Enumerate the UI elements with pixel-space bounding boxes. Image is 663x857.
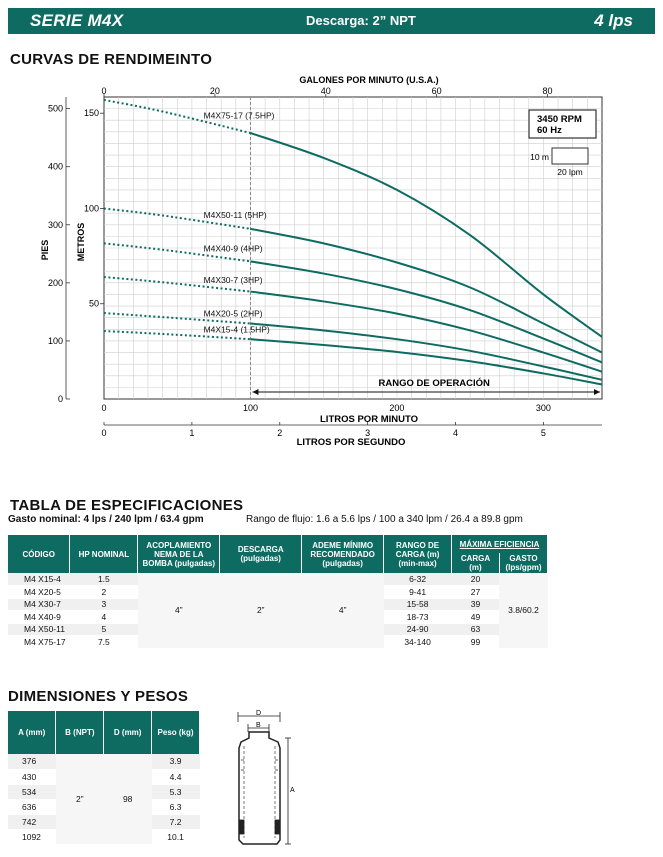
col-casing: ADEME MÍNIMO RECOMENDADO (pulgadas): [302, 535, 384, 573]
cell-coupling: 4”: [138, 573, 220, 648]
lpm-tick-label: 200: [389, 403, 405, 413]
col-a: A (mm): [8, 711, 56, 754]
meter-tick-label: 150: [83, 108, 99, 119]
top-axis-label: GALONES POR MINUTO (U.S.A.): [299, 75, 439, 85]
nominal-flow: Gasto nominal: 4 lps / 240 lpm / 63.4 gpm: [8, 514, 204, 525]
gpm-tick-label: 80: [542, 86, 553, 96]
lps-tick-label: 0: [101, 428, 107, 438]
lpm-tick-label: 300: [535, 403, 551, 413]
cell-load: 39: [452, 598, 500, 611]
gpm-tick-label: 0: [101, 86, 107, 96]
dim-b-label: B: [256, 722, 261, 729]
feet-tick-label: 500: [47, 103, 63, 114]
series-title: SERIE M4X: [30, 11, 124, 30]
feet-tick-label: 200: [47, 277, 63, 288]
lps-tick-label: 5: [540, 428, 546, 438]
cell-range: 9-41: [384, 586, 452, 599]
flow-label: 4 lps: [594, 11, 633, 30]
flow-range: Rango de flujo: 1.6 a 5.6 lps / 100 a 340 lpm / 26.4 a 89.8 gpm: [246, 514, 523, 525]
col-flow: GASTO (lps/gpm): [499, 553, 547, 573]
col-hp: HP NOMINAL: [70, 535, 138, 573]
cell-casing: 4”: [302, 573, 384, 648]
cell-a: 636: [8, 799, 56, 814]
discharge-label: Descarga: 2” NPT: [306, 13, 416, 28]
cell-d: 98: [104, 754, 152, 844]
feet-tick-label: 100: [47, 335, 63, 346]
col-discharge: DESCARGA (pulgadas): [220, 535, 302, 573]
cell-weight: 3.9: [152, 754, 200, 769]
grid-scale-vertical: 10 m: [530, 152, 549, 162]
cell-hp: 3: [70, 598, 138, 611]
cell-load: 63: [452, 623, 500, 636]
cell-weight: 7.2: [152, 814, 200, 829]
cell-a: 1092: [8, 829, 56, 844]
cell-code: M4 X20-5: [8, 586, 70, 599]
series-label: M4X20-5 (2HP): [203, 308, 263, 319]
lps-tick-label: 4: [453, 428, 459, 438]
cell-code: M4 X30-7: [8, 598, 70, 611]
cell-range: 18-73: [384, 611, 452, 624]
cell-range: 6-32: [384, 573, 452, 586]
cell-range: 24-90: [384, 623, 452, 636]
cell-load: 49: [452, 611, 500, 624]
cell-range: 34-140: [384, 636, 452, 649]
gpm-tick-label: 40: [320, 86, 331, 96]
dimensions-title: DIMENSIONES Y PESOS: [8, 688, 189, 705]
cell-hp: 7.5: [70, 636, 138, 649]
cell-code: M4 X40-9: [8, 611, 70, 624]
cell-weight: 5.3: [152, 784, 200, 799]
cell-b: 2”: [56, 754, 104, 844]
cell-code: M4 X50-11: [8, 623, 70, 636]
cell-code: M4 X75-17: [8, 636, 70, 649]
feet-tick-label: 400: [47, 161, 63, 172]
series-label: M4X75-17 (7.5HP): [203, 110, 275, 121]
series-label: M4X15-4 (1.5HP): [203, 324, 270, 335]
series-label: M4X50-11 (5HP): [203, 210, 267, 221]
col-max-eff: MÁXIMA EFICIENCIA: [452, 535, 548, 553]
dim-a-label: A: [290, 787, 295, 794]
cell-weight: 4.4: [152, 769, 200, 784]
curves-title: CURVAS DE RENDIMEINTO: [10, 51, 213, 68]
y2-axis-label: METROS: [76, 222, 86, 262]
rpm-label: 3450 RPM: [537, 114, 582, 125]
performance-chart: [0, 70, 663, 455]
cell-range: 15-58: [384, 598, 452, 611]
cell-a: 430: [8, 769, 56, 784]
cell-flow: 3.8/60.2: [499, 573, 547, 648]
spec-table: [8, 535, 548, 649]
cell-a: 742: [8, 814, 56, 829]
dimensions-table: [8, 711, 200, 845]
lpm-tick-label: 100: [242, 403, 258, 413]
cell-load: 27: [452, 586, 500, 599]
cell-a: 534: [8, 784, 56, 799]
col-coupling: ACOPLAMIENTO NEMA DE LA BOMBA (pulgadas): [138, 535, 220, 573]
gpm-tick-label: 20: [209, 86, 220, 96]
hz-label: 60 Hz: [537, 125, 562, 136]
operating-range-label: RANGO DE OPERACIÓN: [378, 378, 490, 389]
col-head-range: RANGO DE CARGA (m) (min-max): [384, 535, 452, 573]
y-axis-label: PIES: [40, 239, 50, 261]
cell-weight: 6.3: [152, 799, 200, 814]
pump-drawing: [225, 708, 305, 850]
series-label: M4X30-7 (3HP): [203, 274, 263, 285]
table-row: [8, 754, 200, 769]
col-weight: Peso (kg): [152, 711, 200, 754]
lps-tick-label: 2: [277, 428, 283, 438]
grid-scale-horizontal: 20 lpm: [557, 167, 583, 177]
cell-discharge: 2”: [220, 573, 302, 648]
cell-a: 376: [8, 754, 56, 769]
pump-inner: [244, 746, 275, 838]
header-bar: [8, 8, 655, 34]
col-b: B (NPT): [56, 711, 104, 754]
x-axis-label: LITROS POR MINUTO: [320, 414, 418, 425]
cell-load: 20: [452, 573, 500, 586]
gpm-tick-label: 60: [431, 86, 442, 96]
pump-outline: [239, 732, 280, 844]
lps-tick-label: 3: [365, 428, 371, 438]
cell-weight: 10.1: [152, 829, 200, 844]
lpm-tick-label: 0: [101, 403, 107, 413]
cell-code: M4 X15-4: [8, 573, 70, 586]
pump-bracket-right: [275, 820, 280, 834]
col-d: D (mm): [104, 711, 152, 754]
series-label: M4X40-9 (4HP): [203, 243, 263, 254]
dim-d-label: D: [256, 710, 262, 717]
meter-tick-label: 50: [88, 298, 99, 309]
cell-hp: 5: [70, 623, 138, 636]
meter-tick-label: 100: [83, 203, 99, 214]
chart-grid: [104, 97, 602, 399]
col-code: CÓDIGO: [8, 535, 70, 573]
lps-axis-label: LITROS POR SEGUNDO: [296, 437, 406, 448]
grid-scale-box: [552, 148, 588, 164]
pump-ribs: [241, 760, 278, 770]
col-load: CARGA (m): [452, 553, 500, 573]
cell-load: 99: [452, 636, 500, 649]
cell-hp: 4: [70, 611, 138, 624]
specs-title: TABLA DE ESPECIFICACIONES: [10, 497, 244, 514]
feet-tick-label: 300: [47, 219, 63, 230]
table-row: [8, 573, 548, 586]
feet-tick-label: 0: [57, 394, 63, 404]
lps-tick-label: 1: [189, 428, 195, 438]
cell-hp: 2: [70, 586, 138, 599]
pump-bracket-left: [239, 820, 244, 834]
cell-hp: 1.5: [70, 573, 138, 586]
